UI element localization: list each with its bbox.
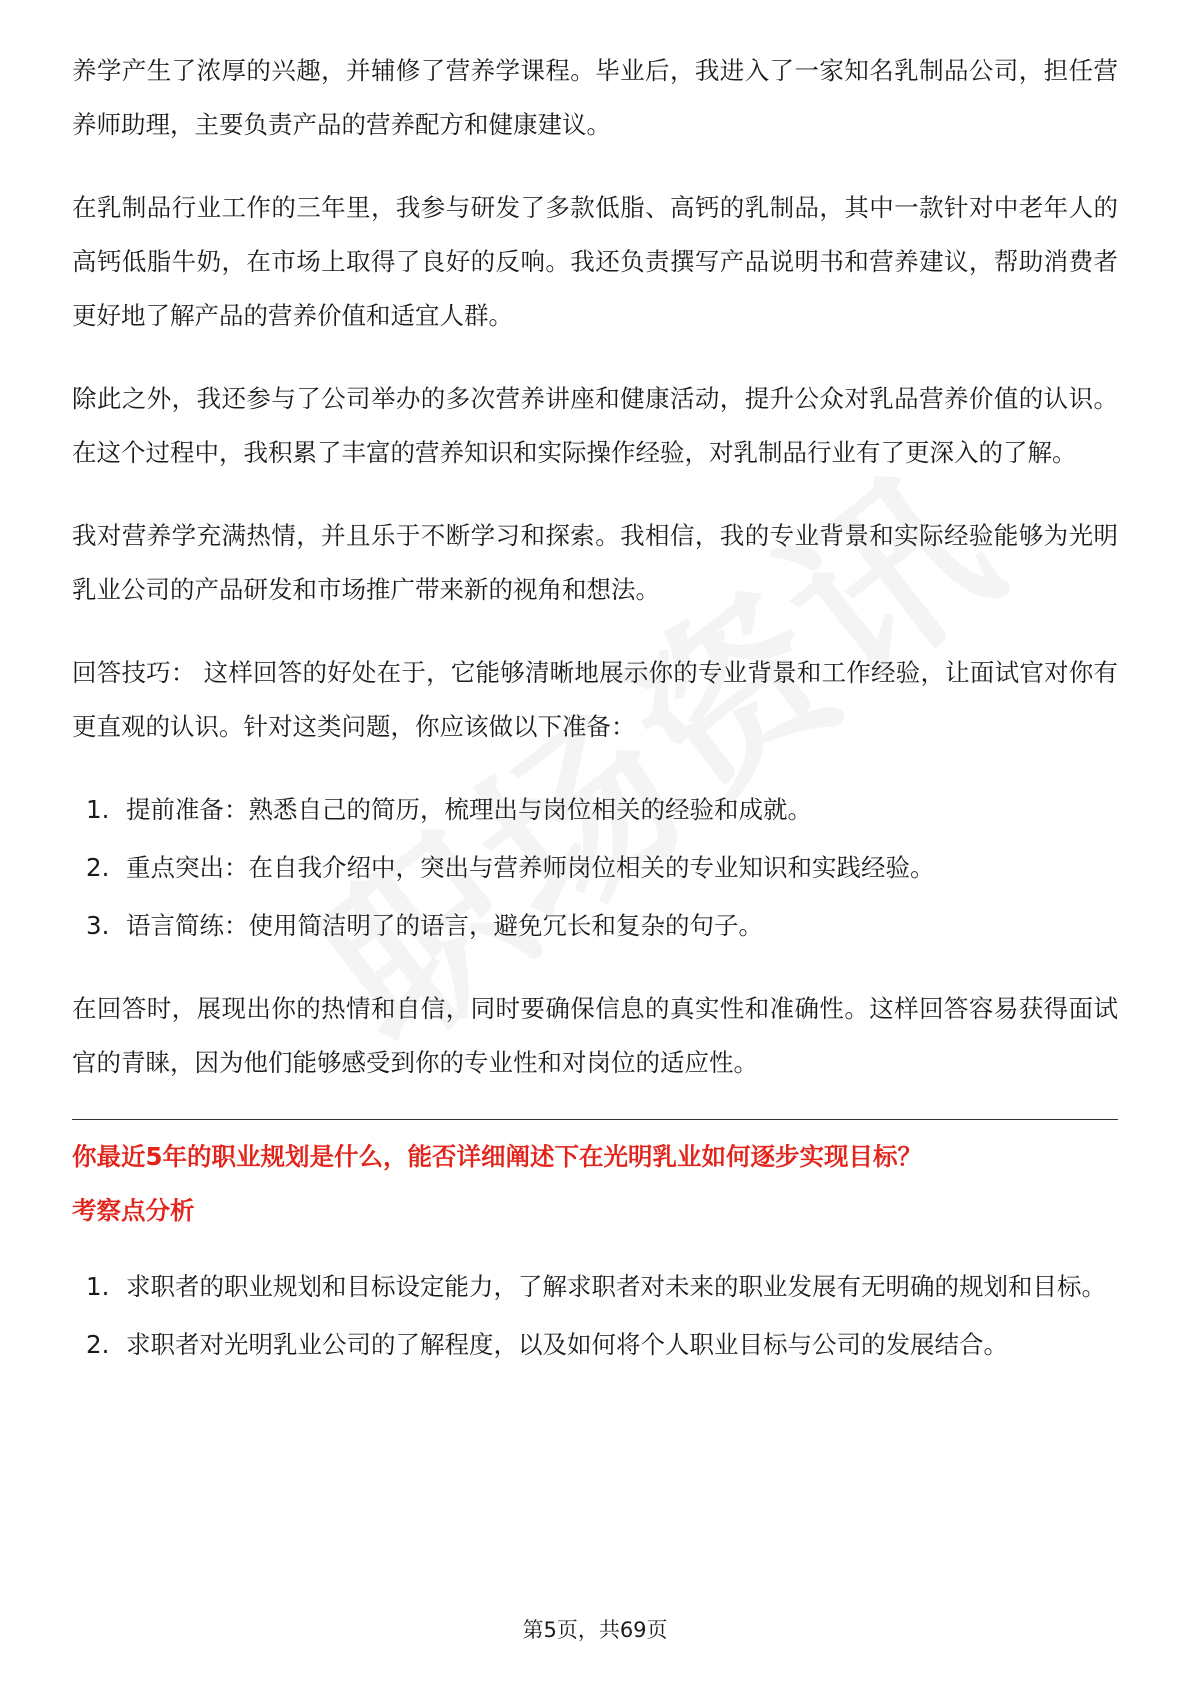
list-number: 2.	[86, 853, 110, 882]
list-text: 求职者对光明乳业公司的了解程度，以及如何将个人职业目标与公司的发展结合。	[126, 1330, 1008, 1359]
list-item	[72, 783, 1118, 837]
list-text: 语言简练：使用简洁明了的语言，避免冗长和复杂的句子。	[126, 911, 763, 940]
list-item	[72, 899, 1118, 953]
paragraph-answer-tips: 回答技巧： 这样回答的好处在于，它能够清晰地展示你的专业背景和工作经验，让面试官对你有更直观的认识。针对这类问题，你应该做以下准备：	[72, 658, 1118, 741]
page-content	[72, 44, 1118, 1401]
list-item	[72, 1318, 1118, 1372]
list-number: 2.	[86, 1330, 110, 1359]
list-number: 1.	[86, 795, 110, 824]
analysis-heading: 考察点分析	[72, 1196, 195, 1225]
list-item	[72, 1260, 1118, 1314]
list-number: 3.	[86, 911, 110, 940]
tips-list	[72, 783, 1118, 953]
paragraph-activities: 除此之外，我还参与了公司举办的多次营养讲座和健康活动，提升公众对乳品营养价值的认识。在这个过程中，我积累了丰富的营养知识和实际操作经验，对乳制品行业有了更深入的了解。	[72, 384, 1118, 467]
list-item	[72, 841, 1118, 895]
paragraph-conclusion: 在回答时，展现出你的热情和自信，同时要确保信息的真实性和准确性。这样回答容易获得面试官的青睐，因为他们能够感受到你的专业性和对岗位的适应性。	[72, 994, 1118, 1077]
list-text: 提前准备：熟悉自己的简历，梳理出与岗位相关的经验和成就。	[126, 795, 812, 824]
list-text: 求职者的职业规划和目标设定能力，了解求职者对未来的职业发展有无明确的规划和目标。	[126, 1272, 1106, 1301]
paragraph-background: 养学产生了浓厚的兴趣，并辅修了营养学课程。毕业后，我进入了一家知名乳制品公司，担任营养师助理，主要负责产品的营养配方和健康建议。	[72, 56, 1118, 139]
paragraph-passion: 我对营养学充满热情，并且乐于不断学习和探索。我相信，我的专业背景和实际经验能够为光明乳业公司的产品研发和市场推广带来新的视角和想法。	[72, 521, 1118, 604]
page-number: 第5页，共69页	[522, 1618, 668, 1642]
section-divider	[72, 1119, 1118, 1120]
list-number: 1.	[86, 1272, 110, 1301]
analysis-list	[72, 1260, 1118, 1372]
question-heading: 你最近5年的职业规划是什么，能否详细阐述下在光明乳业如何逐步实现目标？	[72, 1142, 923, 1171]
paragraph-work-experience: 在乳制品行业工作的三年里，我参与研发了多款低脂、高钙的乳制品，其中一款针对中老年人的高钙低脂牛奶，在市场上取得了良好的反响。我还负责撰写产品说明书和营养建议，帮助消费者更好地了解产品的营养价值和适宜人群。	[72, 193, 1118, 330]
list-text: 重点突出：在自我介绍中，突出与营养师岗位相关的专业知识和实践经验。	[126, 853, 935, 882]
